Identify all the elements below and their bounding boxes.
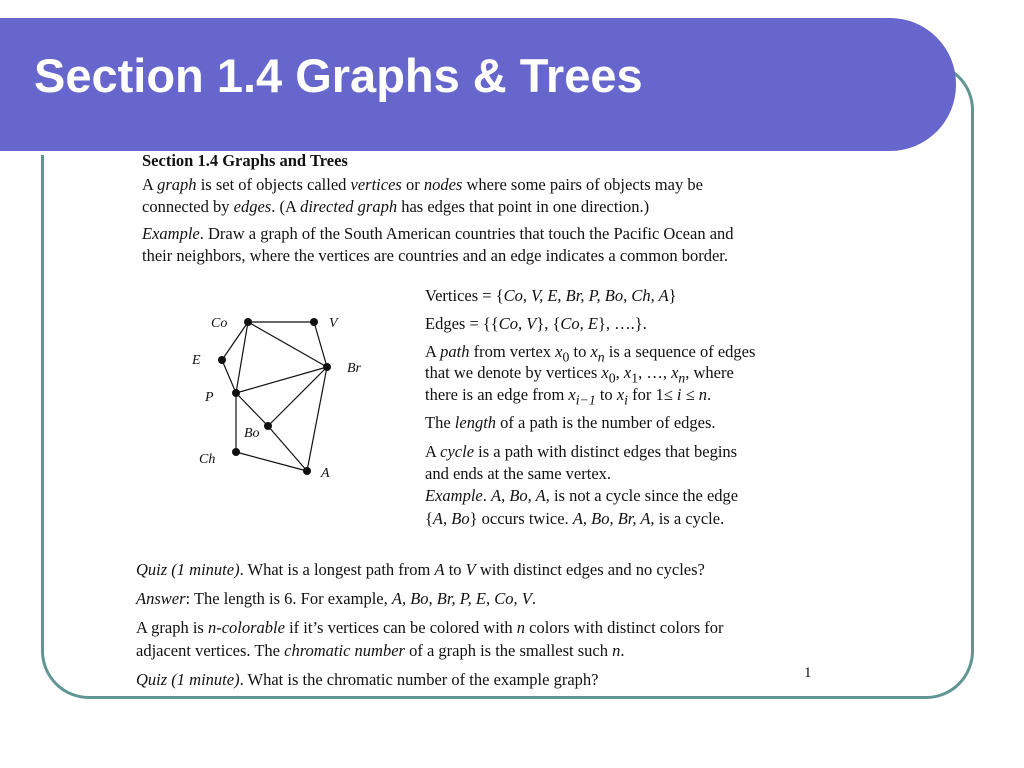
- vertex-e: [218, 356, 226, 364]
- vertices-line: Vertices = {Co, V, E, Br, P, Bo, Ch, A}: [425, 286, 677, 305]
- label-br: Br: [347, 361, 361, 376]
- vertex-br: [323, 363, 331, 371]
- cycle-line-1: A cycle is a path with distinct edges that begins: [425, 442, 738, 461]
- intro-line-2: connected by edges. (A directed graph has edges that point in one direction.): [142, 197, 650, 216]
- quiz-1: Quiz (1 minute). What is a longest path from A to V with distinct edges and no cycles?: [136, 560, 705, 579]
- document-scan: [136, 150, 840, 695]
- label-a: A: [321, 466, 330, 481]
- example-line-1: Example. Draw a graph of the South American countries that touch the Pacific Ocean and: [142, 224, 734, 243]
- cycle-example-line-1: Example. A, Bo, A, is not a cycle since the edge: [425, 486, 739, 505]
- path-line-1: A path from vertex $x_0$ to $x_n$ is a sequence of edges: [425, 342, 756, 365]
- colorable-line-1: A graph is n-colorable if it’s vertices can be colored with n colors with distinct colors for: [136, 618, 724, 637]
- cycle-example-line-2: {A, Bo} occurs twice. A, Bo, Br, A, is a cycle.: [425, 509, 725, 528]
- vertex-v: [310, 318, 318, 326]
- edge-co-br: [248, 322, 327, 367]
- colorable-line-2: adjacent vertices. The chromatic number of a graph is the smallest such n.: [136, 641, 625, 660]
- length-line: The length of a path is the number of edges.: [425, 413, 716, 432]
- edges-line: Edges = {{Co, V}, {Co, E}, ….}.: [425, 314, 647, 333]
- vertex-a: [303, 467, 311, 475]
- vertex-ch: [232, 448, 240, 456]
- label-bo: Bo: [244, 426, 260, 441]
- label-co: Co: [211, 316, 228, 331]
- example-line-2: their neighbors, where the vertices are countries and an edge indicates a common border.: [142, 246, 728, 265]
- edge-co-p: [236, 322, 248, 393]
- label-p: P: [205, 390, 214, 405]
- path-line-2: that we denote by vertices $x_0$, $x_1$, …, $x_n$, where: [425, 363, 734, 386]
- edge-br-a: [307, 367, 327, 471]
- doc-heading: Section 1.4 Graphs and Trees: [142, 151, 348, 170]
- edge-p-bo: [236, 393, 268, 426]
- slide-title: Section 1.4 Graphs & Trees: [34, 49, 643, 102]
- path-line-3: there is an edge from $x_{i-1}$ to $x_i$ for 1≤ i ≤ n.: [425, 385, 712, 408]
- quiz-1-answer: Answer: The length is 6. For example, A, Bo, Br, P, E, Co, V.: [136, 589, 536, 608]
- label-v: V: [329, 316, 338, 331]
- intro-line-1: A graph is set of objects called vertices or nodes where some pairs of objects may be: [142, 175, 703, 194]
- edge-ch-a: [236, 452, 307, 471]
- label-e: E: [192, 353, 201, 368]
- label-ch: Ch: [199, 452, 216, 467]
- edge-bo-a: [268, 426, 307, 471]
- country-graph: [192, 305, 361, 481]
- vertex-co: [244, 318, 252, 326]
- slide-number: 1: [804, 665, 812, 681]
- quiz-2: Quiz (1 minute). What is the chromatic number of the example graph?: [136, 670, 599, 689]
- vertex-bo: [264, 422, 272, 430]
- edge-e-p: [222, 360, 236, 393]
- vertex-p: [232, 389, 240, 397]
- cycle-line-2: and ends at the same vertex.: [425, 464, 612, 483]
